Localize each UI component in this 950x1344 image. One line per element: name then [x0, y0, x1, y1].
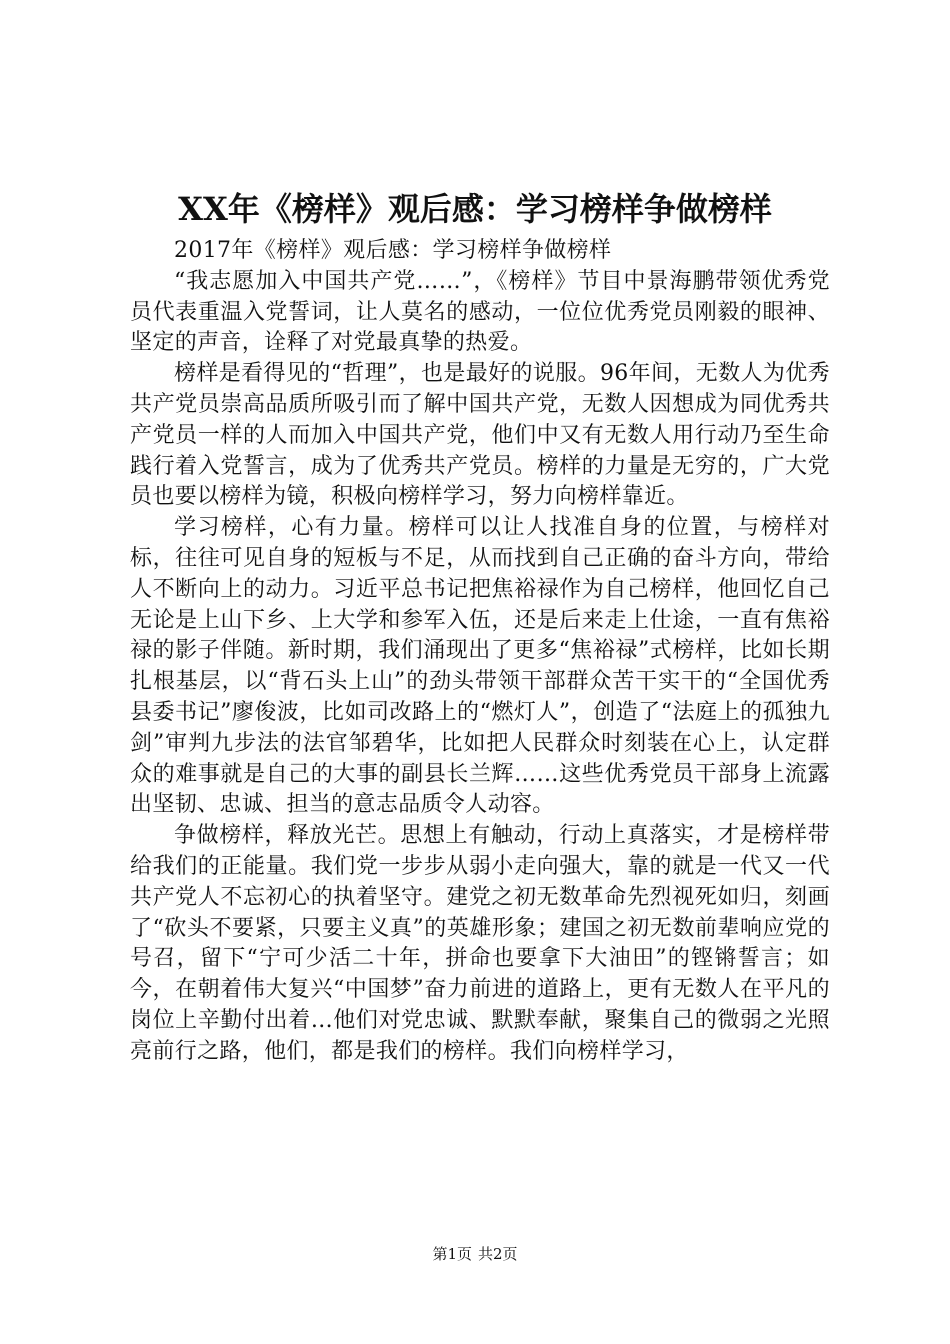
page-total: 共2页	[478, 1245, 518, 1263]
page-number: 第1页	[432, 1245, 472, 1263]
subtitle-paragraph: 2017年《榜样》观后感：学习榜样争做榜样	[174, 238, 612, 263]
body-paragraph: 争做榜样，释放光芒。思想上有触动，行动上真落实，才是榜样带给我们的正能量。我们党一步步从弱小走向强大，靠的就是一代又一代共产党人不忘初心的执着坚守。建党之初无数革命先烈视死如归，刻画了“砍头不要紧，只要主义真”的英雄形象；建国之初无数前辈响应党的号召，留下“宁可少活二十年，拼命也要拿下大油田”的铿锵誓言；如今，在朝着伟大复兴“中国梦”奋力前进的道路上，更有无数人在平凡的岗位上辛勤付出着…他们对党忠诚、默默奉献，聚集自己的微弱之光照亮前行之路，他们，都是我们的榜样。我们向榜样学习，	[130, 823, 830, 1064]
page-footer	[0, 1244, 950, 1264]
document-title: XX年《榜样》观后感：学习榜样争做榜样	[178, 190, 772, 228]
body-paragraph: 榜样是看得见的“哲理”，也是最好的说服。96年间，无数人为优秀共产党员崇高品质所吸引而了解中国共产党，无数人因想成为同优秀共产党员一样的人而加入中国共产党，他们中又有无数人用行动乃至生命践行着入党誓言，成为了优秀共产党员。榜样的力量是无穷的，广大党员也要以榜样为镜，积极向榜样学习，努力向榜样靠近。	[130, 361, 830, 510]
body-paragraph: “我志愿加入中国共产党……”，《榜样》节目中景海鹏带领优秀党员代表重温入党誓词，让人莫名的感动，一位位优秀党员刚毅的眼神、坚定的声音，诠释了对党最真挚的热爱。	[130, 268, 830, 356]
document-body	[130, 236, 830, 1068]
body-paragraph: 学习榜样，心有力量。榜样可以让人找准自身的位置，与榜样对标，往往可见自身的短板与不足，从而找到自己正确的奋斗方向，带给人不断向上的动力。习近平总书记把焦裕禄作为自己榜样，他回忆自己无论是上山下乡、上大学和参军入伍，还是后来走上仕途，一直有焦裕禄的影子伴随。新时期，我们涌现出了更多“焦裕禄”式榜样，比如长期扎根基层，以“背石头上山”的劲头带领干部群众苦干实干的“全国优秀县委书记”廖俊波，比如司改路上的“燃灯人”，创造了“法庭上的孤独九剑”审判九步法的法官邹碧华，比如把人民群众时刻装在心上，认定群众的难事就是自己的大事的副县长兰辉……这些优秀党员干部身上流露出坚韧、忠诚、担当的意志品质令人动容。	[130, 515, 830, 818]
